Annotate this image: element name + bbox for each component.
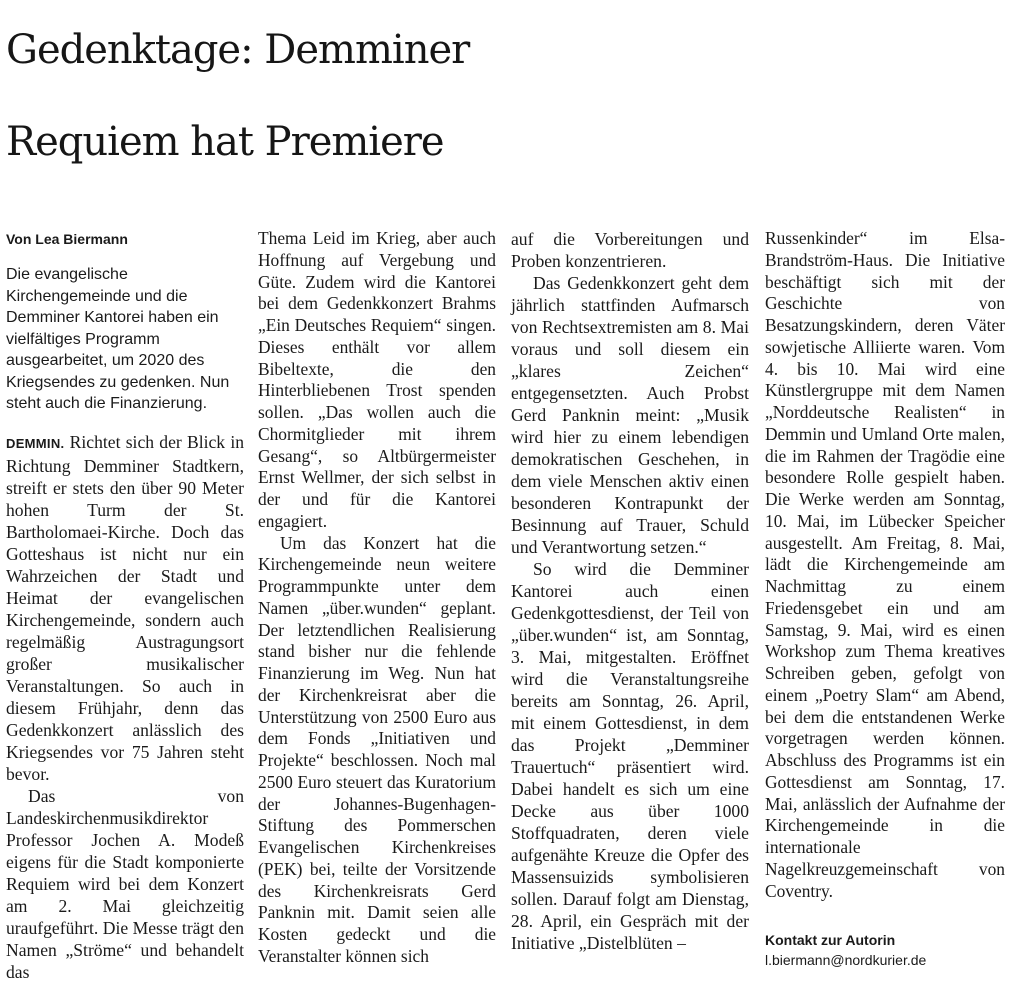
author-contact bbox=[765, 930, 1005, 970]
column-1 bbox=[6, 228, 244, 983]
lead-paragraph: Die evangelische Kirchengemeinde und die Demminer Kantorei haben ein vielfältiges Programm ausgearbeitet, um 2020 des Kriegsendes zu gedenken. Nun steht auch die Finanzierung. bbox=[6, 266, 230, 412]
column-4 bbox=[765, 228, 1005, 970]
column-2 bbox=[258, 228, 496, 968]
contact-title: Kontakt zur Autorin bbox=[765, 932, 896, 949]
body-paragraph: Das Gedenkkonzert geht dem jährlich stattfinden Aufmarsch von Rechtsextremisten am 8. Mai voraus und soll diesem ein „klares Zeichen“ entgegensetzten. Auch Probst Gerd Panknin meint: „Musik wird hier zu einem lebendigen demokratischen Geschehen, in dem viele Menschen aktiv einen besonderen Kontrapunkt der Besinnung auf Trauer, Schuld und Verantwortung setzen.“ bbox=[511, 273, 749, 557]
headline bbox=[6, 4, 1010, 188]
column-3 bbox=[511, 228, 749, 954]
body-text: Richtet sich der Blick in Richtung Demminer Stadtkern, streift er stets den über 90 Meter hohen Turm der St. Bartholomaei-Kirche. Doch das Gotteshaus ist nicht nur ein Wahrzeichen der Stadt und Heimat der evangelischen Kirchengemeinde, sondern auch regelmäßig Austragungsort großer musikalischer Veranstaltungen. So auch in diesem Frühjahr, denn das Gedenkkonzert anlässlich des Kriegsendes vor 75 Jahren steht bevor. bbox=[6, 431, 244, 784]
body-paragraph: Russenkinder“ im Elsa-Brandström-Haus. Die Initiative beschäftigt sich mit der Geschichte von Besatzungskindern, deren Väter sowjetische Alliierte waren. Vom 4. bis 10. Mai wird eine Künstlergruppe mit dem Namen „Norddeutsche Realisten“ in Demmin und Umland Orte malen, die im Rahmen der Tragödie eine besondere Rolle gespielt haben. Die Werke werden am Sonntag, 10. Mai, im Lübecker Speicher ausgestellt. Am Freitag, 8. Mai, lädt die Kirchengemeinde am Nachmittag zu einem Friedensgebet ein und am Samstag, 9. Mai, wird es einen Workshop zum Thema kreatives Schreiben geben, gefolgt von einem „Poetry Slam“ am Abend, bei dem die entstandenen Werke vorgetragen werden können. Abschluss des Programms ist ein Gottesdienst am Sonntag, 17. Mai, anlässlich der Aufnahme der Kirchengemeinde in die internationale Nagelkreuzgemeinschaft von Coventry. bbox=[765, 228, 1005, 901]
byline: Von Lea Biermann bbox=[6, 231, 128, 247]
body-paragraph bbox=[6, 431, 244, 785]
headline-line-2: Requiem hat Premiere bbox=[6, 119, 444, 165]
body-paragraph: Thema Leid im Krieg, aber auch Hoffnung auf Vergebung und Güte. Zudem wird die Kantorei bei dem Gedenkkonzert Brahms „Ein Deutsches Requiem“ singen. Dieses enthält vor allem Bibeltexte, die den Hinterbliebenen Trost spenden sollen. „Das wollen auch die Chormitglieder mit ihrem Gesang“, so Altbürgermeister Ernst Wellmer, der sich selbst in der und für die Kantorei engagiert. bbox=[258, 228, 496, 531]
body-paragraph: So wird die Demminer Kantorei auch einen Gedenkgottesdienst, der Teil von „über.wunden“ ist, am Sonntag, 3. Mai, mitgestalten. Eröffnet wird die Veranstaltungsreihe bereits am Sonntag, 26. April, mit einem Gottesdienst, in dem das Projekt „Demminer Trauertuch“ präsentiert wird. Dabei handelt es sich um eine Decke aus über 1000 Stoffquadraten, deren viele aufgenähte Kreuze die Opfer des Massensuizids symbolisieren sollen. Darauf folgt am Dienstag, 28. April, ein Gespräch mit der Initiative „Distelblüten – bbox=[511, 559, 749, 953]
dateline: DEMMIN. bbox=[6, 435, 65, 451]
contact-email: l.biermann@nordkurier.de bbox=[765, 952, 927, 969]
headline-line-1: Gedenktage: Demminer bbox=[6, 27, 470, 73]
body-paragraph: auf die Vorbereitungen und Proben konzentrieren. bbox=[511, 229, 749, 271]
body-paragraph: Das von Landeskirchenmusikdirektor Professor Jochen A. Modeß eigens für die Stadt komponierte Requiem wird bei dem Konzert am 2. Mai gleichzeitig uraufgeführt. Die Messe trägt den Namen „Ströme“ und behandelt das bbox=[6, 785, 244, 982]
body-paragraph: Um das Konzert hat die Kirchengemeinde neun weitere Programmpunkte unter dem Namen „über.wunden“ geplant. Der letztendlichen Realisierung stand bisher nur die fehlende Finanzierung im Weg. Nun hat der Kirchenkreisrat aber die Unterstützung von 2500 Euro aus dem Fonds „Initiativen und Projekte“ beschlossen. Noch mal 2500 Euro steuert das Kuratorium der Johannes-Bugenhagen-Stiftung des Pommerschen Evangelischen Kirchenkreises (PEK) bei, teilte der Vorsitzende des Kirchenkreisrats Gerd Panknin mit. Damit seien alle Kosten gedeckt und die Veranstalter können sich bbox=[258, 532, 496, 966]
